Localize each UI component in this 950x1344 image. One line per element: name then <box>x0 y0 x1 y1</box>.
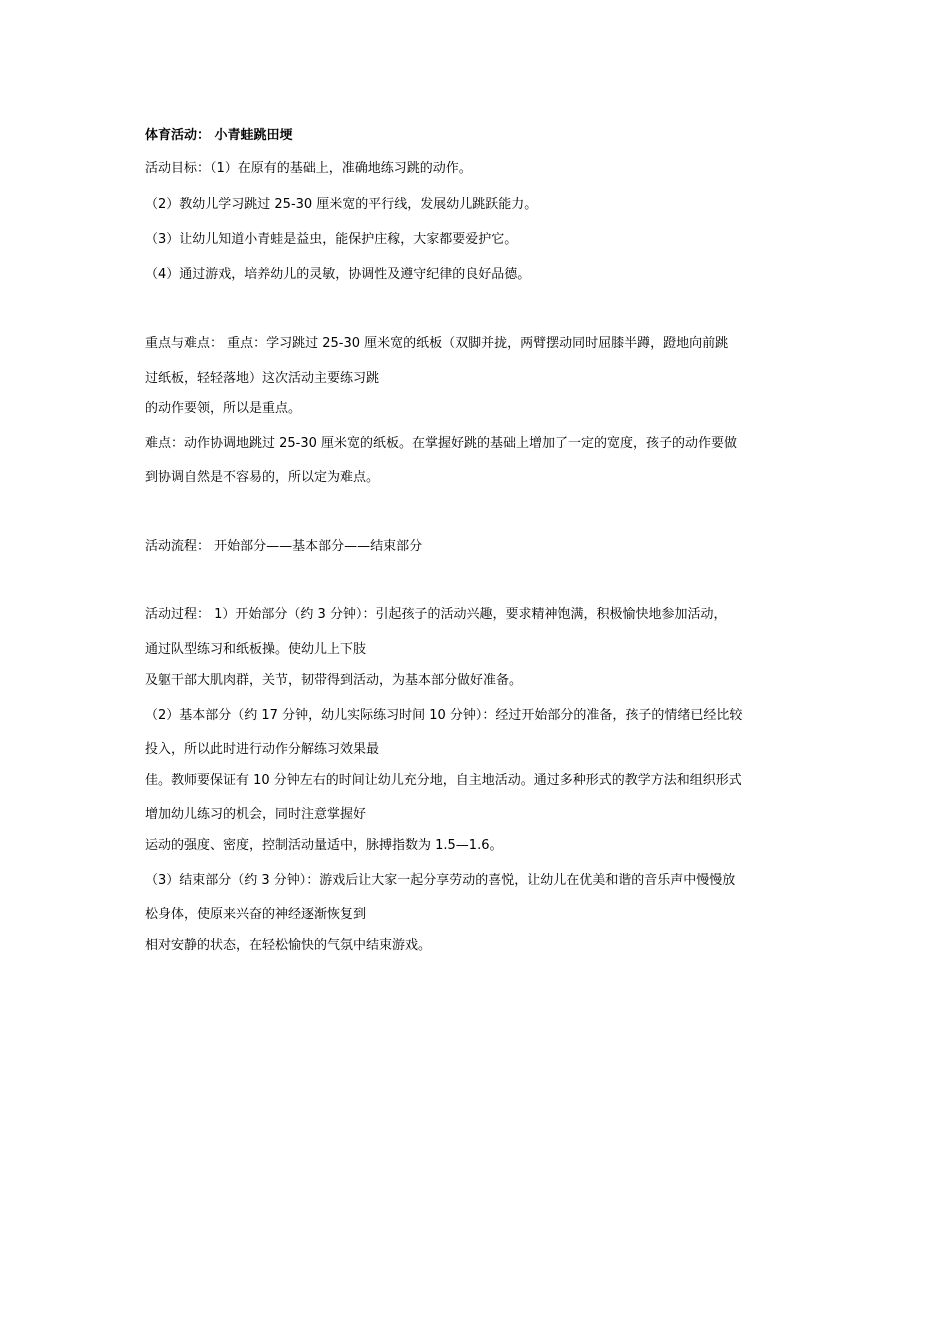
process-line: （3）结束部分（约 3 分钟）：游戏后让大家一起分享劳动的喜悦，让幼儿在优美和谐的音乐声中慢慢放 <box>145 873 736 888</box>
process-line: 增加幼儿练习的机会，同时注意掌握好 <box>145 807 367 822</box>
goal-line: 活动目标：（1）在原有的基础上，准确地练习跳的动作。 <box>145 161 472 176</box>
process-line: （2）基本部分（约 17 分钟，幼儿实际练习时间 10 分钟）：经过开始部分的准备，孩子的情绪已经比较 <box>145 708 743 723</box>
goal-line: （3）让幼儿知道小青蛙是益虫，能保护庄稼，大家都要爱护它。 <box>145 232 518 247</box>
key-point-line: 过纸板，轻轻落地）这次活动主要练习跳 <box>145 371 380 386</box>
activity-flow: 活动流程： 开始部分——基本部分——结束部分 <box>145 539 423 554</box>
process-line: 相对安静的状态，在轻松愉快的气氛中结束游戏。 <box>145 938 432 953</box>
process-line: 活动过程： 1）开始部分（约 3 分钟）：引起孩子的活动兴趣，要求精神饱满，积极愉快地参加活动， <box>145 607 727 622</box>
process-line: 运动的强度、密度，控制活动量适中，脉搏指数为 1.5—1.6。 <box>145 838 503 853</box>
goal-line: （4）通过游戏，培养幼儿的灵敏，协调性及遵守纪律的良好品德。 <box>145 267 531 282</box>
process-line: 松身体，使原来兴奋的神经逐渐恢复到 <box>145 907 367 922</box>
process-line: 投入，所以此时进行动作分解练习效果最 <box>145 742 380 757</box>
document-title: 体育活动： 小青蛙跳田埂 <box>145 128 293 143</box>
key-point-line: 难点：动作协调地跳过 25-30 厘米宽的纸板。在掌握好跳的基础上增加了一定的宽度，孩子的动作要做 <box>145 436 738 451</box>
key-point-line: 到协调自然是不容易的，所以定为难点。 <box>145 470 380 485</box>
process-line: 通过队型练习和纸板操。使幼儿上下肢 <box>145 642 367 657</box>
goal-line: （2）教幼儿学习跳过 25-30 厘米宽的平行线，发展幼儿跳跃能力。 <box>145 197 538 212</box>
process-line: 佳。教师要保证有 10 分钟左右的时间让幼儿充分地，自主地活动。通过多种形式的教学方法和组织形式 <box>145 773 742 788</box>
process-line: 及躯干部大肌肉群，关节，韧带得到活动，为基本部分做好准备。 <box>145 673 523 688</box>
key-point-line: 重点与难点： 重点：学习跳过 25-30 厘米宽的纸板（双脚并拢，两臂摆动同时屈膝半蹲，蹬地向前跳 <box>145 336 729 351</box>
key-point-line: 的动作要领，所以是重点。 <box>145 401 302 416</box>
